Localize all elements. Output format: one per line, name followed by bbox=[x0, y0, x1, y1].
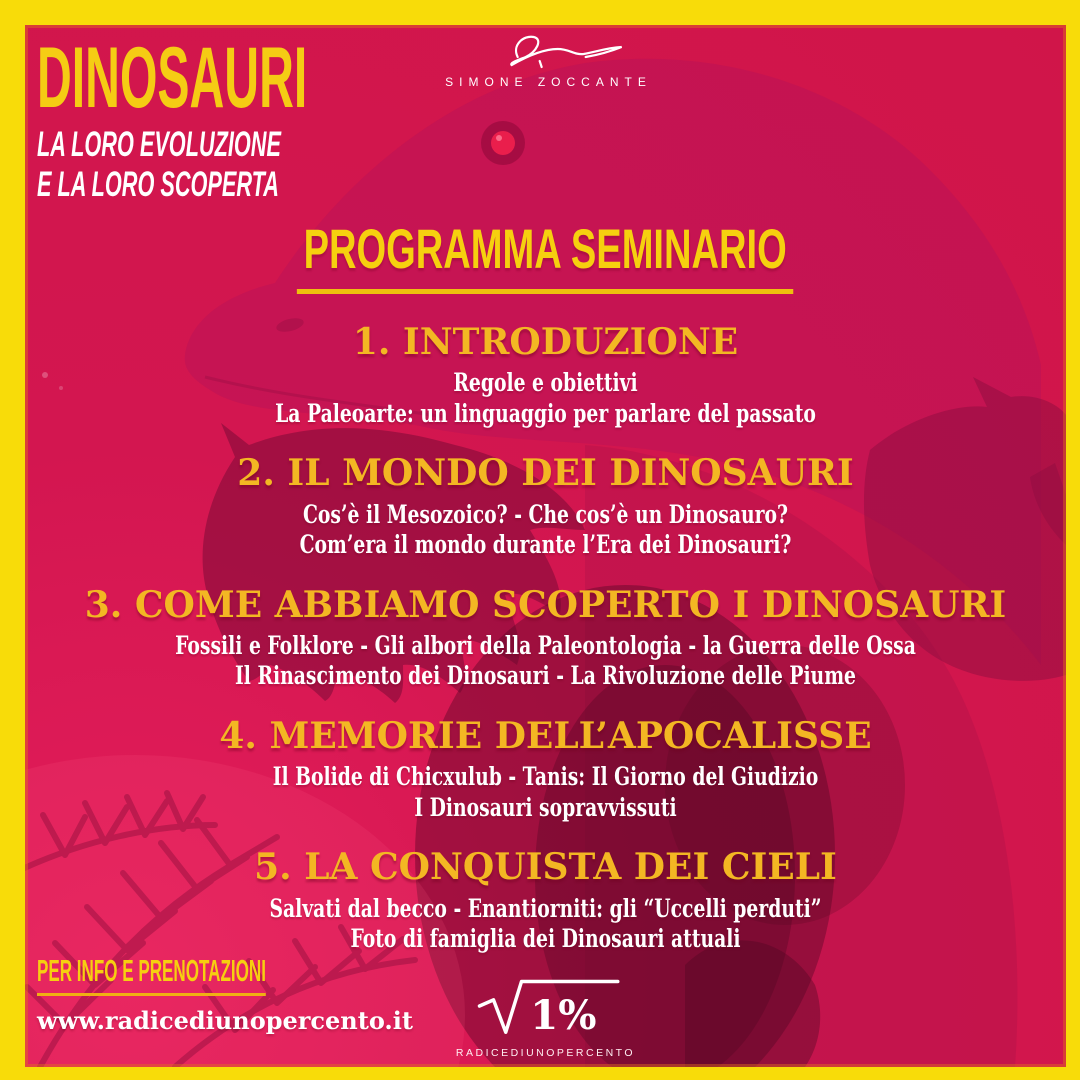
section-line: Com’era il mondo durante l’Era dei Dinosauri? bbox=[299, 530, 792, 560]
info-label: PER INFO E PRENOTAZIONI bbox=[37, 955, 266, 996]
subtitle-line-1: LA LORO EVOLUZIONE bbox=[37, 125, 281, 164]
subtitle-line-2: E LA LORO SCOPERTA bbox=[37, 164, 279, 204]
poster-canvas bbox=[25, 25, 1066, 1067]
square-root-logo-icon bbox=[456, 971, 636, 1041]
section-line: Salvati dal becco - Enantiorniti: gli “Uccelli perduti” bbox=[269, 893, 822, 923]
program-section-4 bbox=[25, 716, 1066, 823]
section-line: Fossili e Folklore - Gli albori della Paleontologia - la Guerra delle Ossa bbox=[175, 630, 916, 660]
section-heading: 4. MEMORIE DELL’APOCALISSE bbox=[219, 714, 872, 757]
dinosaur-eye bbox=[481, 121, 525, 165]
poster-title: DINOSAURI bbox=[37, 30, 308, 126]
section-heading: 2. IL MONDO DEI DINOSAURI bbox=[237, 452, 854, 495]
program-title: PROGRAMMA SEMINARIO bbox=[297, 221, 794, 294]
signature-name: SIMONE ZOCCANTE bbox=[445, 75, 652, 89]
section-line: Regole e obiettivi bbox=[453, 368, 638, 398]
section-line: Il Rinascimento dei Dinosauri - La Rivoluzione delle Piume bbox=[235, 661, 856, 691]
section-heading: 3. COME ABBIAMO SCOPERTO I DINOSAURI bbox=[84, 583, 1007, 626]
logo-mark: 1% bbox=[529, 991, 597, 1039]
website-url: www.radicediunopercento.it bbox=[37, 1006, 413, 1035]
poster-subtitle bbox=[37, 125, 281, 204]
program-section-1 bbox=[25, 322, 1066, 429]
program-section-2 bbox=[25, 453, 1066, 560]
section-line: La Paleoarte: un linguaggio per parlare del passato bbox=[275, 398, 816, 428]
section-line: I Dinosauri sopravvissuti bbox=[414, 792, 677, 822]
radice-di-uno-percento-logo bbox=[456, 971, 636, 1059]
program-section-5 bbox=[25, 847, 1066, 954]
signature-icon bbox=[465, 31, 625, 75]
section-line: Il Bolide di Chicxulub - Tanis: Il Giorno del Giudizio bbox=[272, 762, 819, 792]
section-heading: 1. INTRODUZIONE bbox=[352, 321, 739, 363]
logo-name: RADICEDIUNOPERCENTO bbox=[455, 1047, 636, 1059]
section-line: Cos’è il Mesozoico? - Che cos’è un Dinosauro? bbox=[302, 499, 789, 529]
program-section-3 bbox=[25, 585, 1066, 692]
section-line: Foto di famiglia dei Dinosauri attuali bbox=[350, 924, 741, 954]
seminar-program bbox=[25, 217, 1066, 979]
section-heading: 5. LA CONQUISTA DEI CIELI bbox=[254, 846, 837, 889]
author-signature-logo bbox=[439, 31, 652, 89]
footer-info-block bbox=[37, 955, 453, 1035]
